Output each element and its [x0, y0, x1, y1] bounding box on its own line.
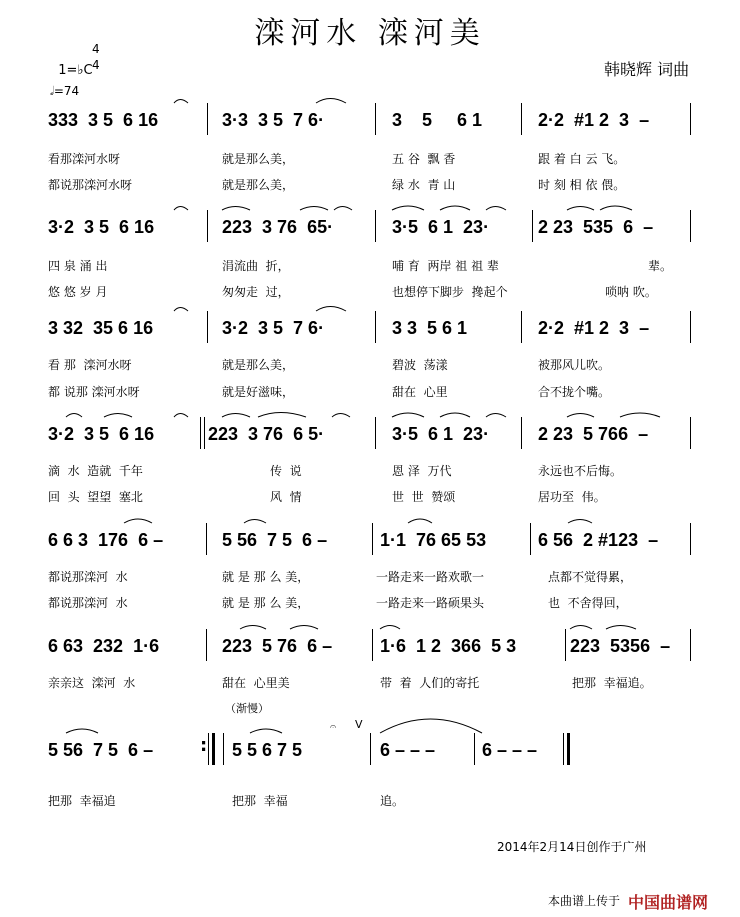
barline [375, 311, 376, 343]
system-3-measure-4: 2·2 #1 2 3 – [538, 318, 650, 338]
system-5-measure-4: 6 56 2 #123 – [538, 530, 659, 550]
system-7-lyric-c: 追。 [380, 794, 405, 808]
system-4-measure-1: 3·2 3 5 6 16 [48, 424, 155, 444]
system-1-measure-4: 2·2 #1 2 3 – [538, 110, 650, 130]
composition-date: 2014年2月14日创作于广州 [497, 840, 647, 854]
song-title: 滦河水 滦河美 [254, 16, 486, 51]
barline [565, 629, 566, 661]
barline [200, 417, 201, 449]
system-3-lyric-1c: 碧波 荡漾 [392, 358, 448, 372]
barline [690, 523, 691, 555]
barline [207, 210, 208, 242]
system-4-lyric-2b: 风 情 [270, 490, 302, 504]
barline [530, 523, 531, 555]
barline [375, 210, 376, 242]
system-3-lyric-2c: 甜在 心里 [392, 385, 448, 399]
system-1-lyric-2b: 就是那么美， [222, 178, 295, 192]
final-barline-thick [567, 733, 570, 765]
system-5-lyric-1d: 点都不觉得累， [548, 570, 633, 584]
system-3-lyric-2d: 合不拢个嘴。 [538, 385, 611, 399]
system-7-lyric-b: 把那 幸福 [232, 794, 288, 808]
system-4-measure-3: 3·5 6 1 23· [392, 424, 490, 444]
barline [521, 417, 522, 449]
system-4-measure-4: 2 23 5 766 – [538, 424, 649, 444]
barline [474, 733, 475, 765]
system-4-lyric-1c: 恩 泽 万代 [392, 464, 452, 478]
system-5-lyric-2c: 一路走来一路硕果头 [376, 596, 485, 610]
system-4-lyric-1b: 传 说 [270, 464, 302, 478]
barline [208, 733, 209, 765]
final-barline-thin [563, 733, 564, 765]
system-6-lyric-b: 甜在 心里美 [222, 676, 290, 690]
barline [532, 210, 533, 242]
system-5-lyric-2b: 就 是 那 么 美， [222, 596, 310, 610]
system-7-measure-1: 5 56 7 5 6 – [48, 740, 154, 760]
barline [372, 523, 373, 555]
system-2-lyric-2b: 匆匆走 过， [222, 285, 290, 299]
barline [207, 311, 208, 343]
system-5-lyric-2a: 都说那滦河 水 [48, 596, 128, 610]
system-1-measure-1: 333 3 5 6 16 [48, 110, 159, 130]
key-signature [50, 42, 100, 108]
system-6-measure-1: 6 63 232 1·6 [48, 636, 160, 656]
system-1-lyric-1d: 跟 着 白 云 飞。 [538, 152, 626, 166]
system-2-measure-1: 3·2 3 5 6 16 [48, 217, 155, 237]
key-label: 1=♭C [58, 63, 93, 78]
barline [375, 103, 376, 135]
system-2-lyric-2a: 悠 悠 岁 月 [48, 285, 108, 299]
barline [204, 417, 205, 449]
composer-credit: 韩晓辉 词曲 [604, 60, 690, 79]
system-5-lyric-1a: 都说那滦河 水 [48, 570, 128, 584]
repeat-barline [212, 733, 215, 765]
barline [690, 311, 691, 343]
system-1-lyric-1c: 五 谷 飘 香 [392, 152, 456, 166]
system-3-measure-3: 3 3 5 6 1 [392, 318, 468, 338]
system-4-lyric-1d: 永远也不后悔。 [538, 464, 623, 478]
system-6-lyric-d: 把那 幸福追。 [572, 676, 652, 690]
system-3-lyric-1d: 被那风儿吹。 [538, 358, 611, 372]
system-3-measure-2: 3·2 3 5 7 6· [222, 318, 325, 338]
system-5-measure-3: 1·1 76 65 53 [380, 530, 487, 550]
system-6-measure-2: 223 5 76 6 – [222, 636, 333, 656]
barline [690, 103, 691, 135]
barline [521, 103, 522, 135]
system-4-lyric-2a: 回 头 望望 塞北 [48, 490, 143, 504]
system-1-measure-3: 3 5 6 1 [392, 110, 483, 130]
system-1-measure-2: 3·3 3 5 7 6· [222, 110, 325, 130]
system-2-lyric-1c: 哺 育 两岸 祖 祖 辈 [392, 259, 499, 273]
system-5-lyric-1b: 就 是 那 么 美， [222, 570, 310, 584]
site-logo: 中国曲谱网 [628, 895, 709, 912]
system-5-measure-1: 6 6 3 176 6 – [48, 530, 164, 550]
barline [223, 733, 224, 765]
system-1-lyric-2d: 时 刻 相 依 偎。 [538, 178, 626, 192]
system-7-measure-4: 6 – – – [482, 740, 538, 760]
system-6-measure-3: 1·6 1 2 366 5 3 [380, 636, 517, 656]
system-2-measure-3: 3·5 6 1 23· [392, 217, 490, 237]
system-4-lyric-1a: 滴 水 造就 千年 [48, 464, 143, 478]
system-2-lyric-1a: 四 泉 涌 出 [48, 259, 108, 273]
system-5-measure-2: 5 56 7 5 6 – [222, 530, 328, 550]
barline [690, 210, 691, 242]
system-3-lyric-1b: 就是那么美， [222, 358, 295, 372]
system-5-lyric-2d: 也 不舍得回， [548, 596, 628, 610]
system-6-measure-4: 223 5356 – [570, 636, 671, 656]
system-1-lyric-2a: 都说那滦河水呀 [48, 178, 133, 192]
barline [375, 417, 376, 449]
barline [206, 523, 207, 555]
system-2-measure-2: 223 3 76 65· [222, 217, 334, 237]
system-2-lyric-1b: 涓流曲 折， [222, 259, 290, 273]
system-3-lyric-2b: 就是好滋味， [222, 385, 295, 399]
barline [372, 629, 373, 661]
system-3-lyric-1a: 看 那 滦河水呀 [48, 358, 132, 372]
system-6-lyric-a: 亲亲这 滦河 水 [48, 676, 136, 690]
system-7-lyric-a: 把那 幸福追 [48, 794, 116, 808]
system-2-lyric-2c: 也想停下脚步 搀起个 [392, 285, 508, 299]
system-5-lyric-1c: 一路走来一路欢歌一 [376, 570, 485, 584]
tempo-change-marking: （渐慢） [225, 702, 269, 715]
svg-text:𝄐: 𝄐 [330, 720, 337, 733]
barline [690, 629, 691, 661]
system-1-lyric-2c: 绿 水 青 山 [392, 178, 456, 192]
system-4-measure-2: 223 3 76 6 5· [208, 424, 325, 444]
system-2-lyric-2d: 唢呐 吹。 [605, 285, 657, 299]
time-sig-top: 4 [92, 42, 100, 56]
system-3-measure-1: 3 32 35 6 16 [48, 318, 154, 338]
system-7-measure-2: 5 5 6 7 5 [232, 740, 303, 760]
system-4-lyric-2d: 居功至 伟。 [538, 490, 606, 504]
barline [206, 629, 207, 661]
system-3-lyric-2a: 都 说那 滦河水呀 [48, 385, 140, 399]
barline [207, 103, 208, 135]
barline [690, 417, 691, 449]
repeat-end-sign: : [200, 735, 208, 756]
system-6-lyric-c: 带 着 人们的寄托 [380, 676, 480, 690]
system-1-lyric-1a: 看那滦河水呀 [48, 152, 121, 166]
time-sig-bottom: 4 [92, 58, 100, 72]
system-2-lyric-1d: 辈。 [648, 259, 673, 273]
upload-note: 本曲谱上传于 [548, 894, 621, 908]
system-7-measure-3: 6 – – – [380, 740, 436, 760]
tempo-marking: 𝅗𝅥=74 [50, 84, 80, 98]
breath-mark: V [355, 718, 363, 731]
system-1-lyric-1b: 就是那么美， [222, 152, 295, 166]
system-2-measure-4: 2 23 535 6 – [538, 217, 654, 237]
system-4-lyric-2c: 世 世 赞颂 [392, 490, 456, 504]
barline [370, 733, 371, 765]
barline [521, 311, 522, 343]
